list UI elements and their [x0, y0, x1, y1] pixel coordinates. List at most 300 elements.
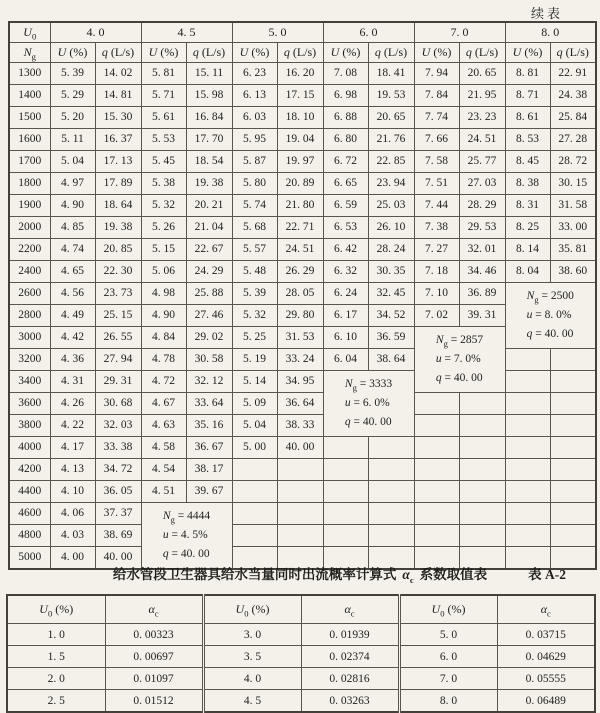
note-line: q = 40. 00 [526, 328, 574, 340]
q-value-cell: 17. 15 [277, 85, 323, 107]
u-value-cell: 4. 65 [50, 261, 95, 283]
u-value-cell: 7. 27 [414, 239, 459, 261]
empty-cell [505, 437, 550, 459]
q-value-cell: 33. 24 [277, 349, 323, 371]
empty-cell [323, 437, 368, 459]
empty-cell [232, 459, 277, 481]
empty-cell [232, 481, 277, 503]
note-line: u = 4. 5% [162, 529, 208, 541]
u-value-cell: 7. 38 [414, 217, 459, 239]
u-value-cell: 5. 45 [141, 151, 186, 173]
u-value-cell: 4. 72 [141, 371, 186, 393]
u-value-cell: 4. 31 [50, 371, 95, 393]
q-value-cell: 16. 84 [186, 107, 232, 129]
ng-cell: 4800 [9, 525, 50, 547]
q-value-cell: 28. 24 [368, 239, 414, 261]
q-flow-header: q (L/s) [550, 43, 596, 63]
table-row [7, 668, 595, 690]
q-value-cell: 22. 67 [186, 239, 232, 261]
u-value-cell: 6. 42 [323, 239, 368, 261]
u0-value-cell: 7. 0 [399, 668, 497, 690]
q-value-cell: 22. 71 [277, 217, 323, 239]
table-row [9, 107, 596, 129]
u-percent-header: U (%) [505, 43, 550, 63]
alpha-coefficient-table [6, 594, 596, 713]
u-value-cell: 5. 00 [232, 437, 277, 459]
u-value-cell: 4. 58 [141, 437, 186, 459]
u0-value-cell: 4. 0 [203, 668, 301, 690]
corner-ng-cell: $N_g$ [9, 43, 50, 63]
u-value-cell: 4. 74 [50, 239, 95, 261]
u-value-cell: 6. 13 [232, 85, 277, 107]
q-value-cell: 33. 64 [186, 393, 232, 415]
q-value-cell: 39. 31 [459, 305, 505, 327]
q-flow-header: q (L/s) [95, 43, 141, 63]
q-value-cell: 35. 16 [186, 415, 232, 437]
empty-cell [505, 393, 550, 415]
empty-cell [505, 503, 550, 525]
q-flow-header: q (L/s) [459, 43, 505, 63]
q-value-cell: 30. 15 [550, 173, 596, 195]
table1-header [9, 22, 596, 63]
q-value-cell: 17. 70 [186, 129, 232, 151]
alpha-c-header: $\alpha_c$ [105, 595, 203, 624]
ng-cell: 4000 [9, 437, 50, 459]
ng-cell: 4200 [9, 459, 50, 481]
empty-cell [550, 349, 596, 371]
u-value-cell: 5. 26 [141, 217, 186, 239]
u-value-cell: 5. 15 [141, 239, 186, 261]
u-value-cell: 6. 10 [323, 327, 368, 349]
note-line: u = 7. 0% [435, 353, 481, 365]
u0-percent-header: $U_0$ (%) [203, 595, 301, 624]
table-row [9, 261, 596, 283]
u0-group-header: 6. 0 [323, 22, 414, 43]
u-value-cell: 7. 51 [414, 173, 459, 195]
q-value-cell: 21. 04 [186, 217, 232, 239]
q-value-cell: 38. 17 [186, 459, 232, 481]
u-value-cell: 7. 58 [414, 151, 459, 173]
empty-cell [550, 525, 596, 547]
ng-cell: 1300 [9, 63, 50, 85]
q-value-cell: 15. 11 [186, 63, 232, 85]
q-value-cell: 25. 77 [459, 151, 505, 173]
ng-cell: 3800 [9, 415, 50, 437]
u-percent-header: U (%) [232, 43, 277, 63]
note-line: q = 40. 00 [435, 372, 483, 384]
u0-value-cell: 1. 0 [7, 624, 105, 646]
u-value-cell: 6. 80 [323, 129, 368, 151]
u-value-cell: 4. 54 [141, 459, 186, 481]
q-value-cell: 27. 03 [459, 173, 505, 195]
ng-cell: 1700 [9, 151, 50, 173]
q-value-cell: 19. 38 [95, 217, 141, 239]
alpha-value-cell: 0. 01097 [105, 668, 203, 690]
u-value-cell: 7. 84 [414, 85, 459, 107]
q-value-cell: 25. 15 [95, 305, 141, 327]
alpha-value-cell: 0. 03715 [497, 624, 595, 646]
note-line: q = 40. 00 [344, 416, 392, 428]
u-percent-header: U (%) [414, 43, 459, 63]
q-value-cell: 25. 03 [368, 195, 414, 217]
ng-cell: 3400 [9, 371, 50, 393]
u0-group-header: 7. 0 [414, 22, 505, 43]
q-flow-header: q (L/s) [368, 43, 414, 63]
alpha-value-cell: 0. 02816 [301, 668, 399, 690]
u-value-cell: 6. 98 [323, 85, 368, 107]
note-line: $N_g = 4444$ [162, 510, 211, 525]
table2-body [7, 624, 595, 713]
empty-cell [550, 481, 596, 503]
u-percent-header: U (%) [141, 43, 186, 63]
u-value-cell: 8. 04 [505, 261, 550, 283]
q-value-cell: 24. 51 [459, 129, 505, 151]
empty-cell [277, 481, 323, 503]
alpha-value-cell: 0. 06489 [497, 690, 595, 713]
u-value-cell: 5. 81 [141, 63, 186, 85]
ng-cell: 1800 [9, 173, 50, 195]
note-text [527, 287, 574, 344]
u-value-cell: 5. 57 [232, 239, 277, 261]
u-value-cell: 4. 51 [141, 481, 186, 503]
table-row [9, 151, 596, 173]
alpha-table-title [0, 563, 600, 583]
u-value-cell: 7. 74 [414, 107, 459, 129]
u-value-cell: 4. 42 [50, 327, 95, 349]
u-value-cell: 6. 23 [232, 63, 277, 85]
q-value-cell: 16. 20 [277, 63, 323, 85]
u-value-cell: 4. 26 [50, 393, 95, 415]
ng-cell: 2000 [9, 217, 50, 239]
q-value-cell: 18. 64 [95, 195, 141, 217]
table-row [9, 459, 596, 481]
empty-cell [459, 503, 505, 525]
table-row [9, 173, 596, 195]
note-cell-n45 [141, 503, 232, 570]
table-row [9, 371, 596, 393]
u-value-cell: 5. 39 [232, 283, 277, 305]
q-value-cell: 21. 95 [459, 85, 505, 107]
q-value-cell: 25. 84 [550, 107, 596, 129]
ng-cell: 1400 [9, 85, 50, 107]
q-value-cell: 40. 00 [277, 437, 323, 459]
u-value-cell: 5. 14 [232, 371, 277, 393]
q-value-cell: 34. 72 [95, 459, 141, 481]
q-value-cell: 38. 33 [277, 415, 323, 437]
u-value-cell: 4. 03 [50, 525, 95, 547]
u0-value-cell: 4. 5 [203, 690, 301, 713]
u-value-cell: 5. 04 [232, 415, 277, 437]
q-value-cell: 28. 72 [550, 151, 596, 173]
q-value-cell: 15. 30 [95, 107, 141, 129]
q-value-cell: 37. 37 [95, 503, 141, 525]
u-value-cell: 6. 88 [323, 107, 368, 129]
table-row [9, 503, 596, 525]
u-value-cell: 8. 61 [505, 107, 550, 129]
q-value-cell: 29. 80 [277, 305, 323, 327]
note-line: $N_g = 2500$ [526, 290, 574, 305]
table2-header [7, 595, 595, 624]
alpha-table-title-suffix: 系数取值表 [419, 567, 488, 582]
u-value-cell: 8. 71 [505, 85, 550, 107]
empty-cell [505, 481, 550, 503]
table-row [9, 393, 596, 415]
alpha-value-cell: 0. 01939 [301, 624, 399, 646]
empty-cell [323, 503, 368, 525]
table-row [7, 646, 595, 668]
q-value-cell: 30. 68 [95, 393, 141, 415]
u-value-cell: 5. 95 [232, 129, 277, 151]
empty-cell [459, 415, 505, 437]
q-value-cell: 36. 67 [186, 437, 232, 459]
q-value-cell: 32. 01 [459, 239, 505, 261]
u-value-cell: 4. 98 [141, 283, 186, 305]
u-value-cell: 5. 71 [141, 85, 186, 107]
u-value-cell: 7. 10 [414, 283, 459, 305]
table-row [7, 624, 595, 646]
table1-body [9, 63, 596, 570]
alpha-value-cell: 0. 05555 [497, 668, 595, 690]
q-value-cell: 17. 89 [95, 173, 141, 195]
u-value-cell: 5. 19 [232, 349, 277, 371]
q-flow-header: q (L/s) [277, 43, 323, 63]
q-value-cell: 14. 02 [95, 63, 141, 85]
u-value-cell: 6. 72 [323, 151, 368, 173]
u0-group-header: 4. 5 [141, 22, 232, 43]
u-value-cell: 5. 20 [50, 107, 95, 129]
u-value-cell: 5. 32 [232, 305, 277, 327]
u-value-cell: 7. 94 [414, 63, 459, 85]
u-value-cell: 8. 14 [505, 239, 550, 261]
ng-cell: 2600 [9, 283, 50, 305]
u-value-cell: 4. 22 [50, 415, 95, 437]
table-row [9, 525, 596, 547]
empty-cell [323, 481, 368, 503]
u-value-cell: 5. 39 [50, 63, 95, 85]
q-value-cell: 21. 76 [368, 129, 414, 151]
u0-value-cell: 5. 0 [399, 624, 497, 646]
alpha-value-cell: 0. 01512 [105, 690, 203, 713]
q-value-cell: 14. 81 [95, 85, 141, 107]
u-value-cell: 4. 90 [50, 195, 95, 217]
q-value-cell: 21. 80 [277, 195, 323, 217]
u-value-cell: 7. 02 [414, 305, 459, 327]
empty-cell [550, 371, 596, 393]
u-value-cell: 5. 53 [141, 129, 186, 151]
alpha-value-cell: 0. 00323 [105, 624, 203, 646]
q-value-cell: 26. 55 [95, 327, 141, 349]
table-row [9, 63, 596, 85]
u0-group-header: 5. 0 [232, 22, 323, 43]
q-value-cell: 36. 89 [459, 283, 505, 305]
q-value-cell: 20. 65 [368, 107, 414, 129]
u-value-cell: 6. 53 [323, 217, 368, 239]
q-value-cell: 28. 29 [459, 195, 505, 217]
q-value-cell: 33. 00 [550, 217, 596, 239]
q-value-cell: 23. 73 [95, 283, 141, 305]
ng-cell: 3200 [9, 349, 50, 371]
u-value-cell: 4. 49 [50, 305, 95, 327]
u-percent-header: U (%) [323, 43, 368, 63]
alpha-c-header: $\alpha_c$ [497, 595, 595, 624]
u-value-cell: 6. 03 [232, 107, 277, 129]
note-line: u = 6. 0% [344, 397, 390, 409]
q-value-cell: 19. 53 [368, 85, 414, 107]
q-value-cell: 19. 97 [277, 151, 323, 173]
empty-cell [459, 459, 505, 481]
empty-cell [505, 459, 550, 481]
table-row [9, 283, 596, 305]
u-value-cell: 6. 24 [323, 283, 368, 305]
q-value-cell: 38. 64 [368, 349, 414, 371]
u-value-cell: 4. 10 [50, 481, 95, 503]
ng-cell: 1500 [9, 107, 50, 129]
u-percent-header: U (%) [50, 43, 95, 63]
note-text [436, 331, 483, 388]
u-value-cell: 6. 04 [323, 349, 368, 371]
alpha-value-cell: 0. 00697 [105, 646, 203, 668]
q-value-cell: 22. 30 [95, 261, 141, 283]
u0-value-cell: 8. 0 [399, 690, 497, 713]
q-value-cell: 17. 13 [95, 151, 141, 173]
q-value-cell: 39. 67 [186, 481, 232, 503]
u-value-cell: 6. 17 [323, 305, 368, 327]
empty-cell [550, 459, 596, 481]
q-value-cell: 40. 00 [95, 547, 141, 570]
empty-cell [232, 503, 277, 525]
table-a2-label: 表 A-2 [528, 567, 566, 582]
u-value-cell: 5. 38 [141, 173, 186, 195]
table-row [7, 690, 595, 713]
empty-cell [368, 459, 414, 481]
ng-cell: 3000 [9, 327, 50, 349]
empty-cell [368, 525, 414, 547]
u-value-cell: 5. 87 [232, 151, 277, 173]
u-value-cell: 7. 44 [414, 195, 459, 217]
q-value-cell: 19. 04 [277, 129, 323, 151]
corner-u0-cell: $U_0$ [9, 22, 50, 43]
q-value-cell: 20. 21 [186, 195, 232, 217]
empty-cell [414, 415, 459, 437]
table-row [9, 349, 596, 371]
u-value-cell: 4. 63 [141, 415, 186, 437]
q-value-cell: 22. 85 [368, 151, 414, 173]
u-value-cell: 4. 56 [50, 283, 95, 305]
note-line: u = 8. 0% [526, 309, 572, 321]
q-value-cell: 19. 38 [186, 173, 232, 195]
q-value-cell: 34. 95 [277, 371, 323, 393]
alpha-c-header: $\alpha_c$ [301, 595, 399, 624]
q-value-cell: 23. 23 [459, 107, 505, 129]
u-value-cell: 5. 80 [232, 173, 277, 195]
note-text [163, 507, 210, 564]
table-row [9, 217, 596, 239]
u-value-cell: 5. 48 [232, 261, 277, 283]
empty-cell [277, 459, 323, 481]
q-value-cell: 36. 64 [277, 393, 323, 415]
ng-cell: 1600 [9, 129, 50, 151]
u0-percent-header: $U_0$ (%) [7, 595, 105, 624]
q-value-cell: 20. 85 [95, 239, 141, 261]
q-value-cell: 31. 58 [550, 195, 596, 217]
empty-cell [414, 459, 459, 481]
q-value-cell: 29. 53 [459, 217, 505, 239]
u-value-cell: 5. 74 [232, 195, 277, 217]
u-value-cell: 8. 53 [505, 129, 550, 151]
ng-cell: 2800 [9, 305, 50, 327]
q-value-cell: 34. 52 [368, 305, 414, 327]
u-value-cell: 5. 09 [232, 393, 277, 415]
u-value-cell: 4. 90 [141, 305, 186, 327]
u-value-cell: 5. 61 [141, 107, 186, 129]
u-value-cell: 7. 18 [414, 261, 459, 283]
q-value-cell: 18. 54 [186, 151, 232, 173]
empty-cell [323, 525, 368, 547]
u0-group-header: 4. 0 [50, 22, 141, 43]
empty-cell [505, 415, 550, 437]
q-value-cell: 27. 46 [186, 305, 232, 327]
q-value-cell: 32. 45 [368, 283, 414, 305]
empty-cell [550, 503, 596, 525]
q-value-cell: 38. 69 [95, 525, 141, 547]
u-value-cell: 5. 25 [232, 327, 277, 349]
u0-value-cell: 6. 0 [399, 646, 497, 668]
u0-value-cell: 3. 0 [203, 624, 301, 646]
ng-cell: 5000 [9, 547, 50, 570]
q-value-cell: 27. 94 [95, 349, 141, 371]
q-value-cell: 33. 38 [95, 437, 141, 459]
u-value-cell: 4. 36 [50, 349, 95, 371]
u-value-cell: 8. 38 [505, 173, 550, 195]
note-cell-n6 [323, 371, 414, 437]
note-line: $N_g = 2857$ [435, 334, 484, 349]
table-row [9, 437, 596, 459]
q-flow-header: q (L/s) [186, 43, 232, 63]
q-value-cell: 18. 41 [368, 63, 414, 85]
q-value-cell: 24. 29 [186, 261, 232, 283]
u-value-cell: 7. 08 [323, 63, 368, 85]
table-row [9, 239, 596, 261]
q-value-cell: 20. 89 [277, 173, 323, 195]
u-value-cell: 4. 97 [50, 173, 95, 195]
empty-cell [505, 371, 550, 393]
u0-value-cell: 2. 0 [7, 668, 105, 690]
q-value-cell: 34. 46 [459, 261, 505, 283]
q-value-cell: 15. 98 [186, 85, 232, 107]
table-row [9, 195, 596, 217]
u-value-cell: 4. 78 [141, 349, 186, 371]
u-value-cell: 5. 29 [50, 85, 95, 107]
q-value-cell: 25. 88 [186, 283, 232, 305]
u0-value-cell: 3. 5 [203, 646, 301, 668]
u-value-cell: 8. 31 [505, 195, 550, 217]
u-value-cell: 5. 06 [141, 261, 186, 283]
q-value-cell: 36. 05 [95, 481, 141, 503]
q-value-cell: 26. 29 [277, 261, 323, 283]
table-row [9, 85, 596, 107]
continued-table-label: 续表 [530, 6, 563, 21]
u-value-cell: 4. 67 [141, 393, 186, 415]
q-value-cell: 27. 28 [550, 129, 596, 151]
q-value-cell: 23. 94 [368, 173, 414, 195]
empty-cell [414, 437, 459, 459]
u-value-cell: 4. 85 [50, 217, 95, 239]
u0-value-cell: 2. 5 [7, 690, 105, 713]
u-value-cell: 6. 32 [323, 261, 368, 283]
table-row [9, 481, 596, 503]
q-value-cell: 20. 65 [459, 63, 505, 85]
q-value-cell: 38. 60 [550, 261, 596, 283]
